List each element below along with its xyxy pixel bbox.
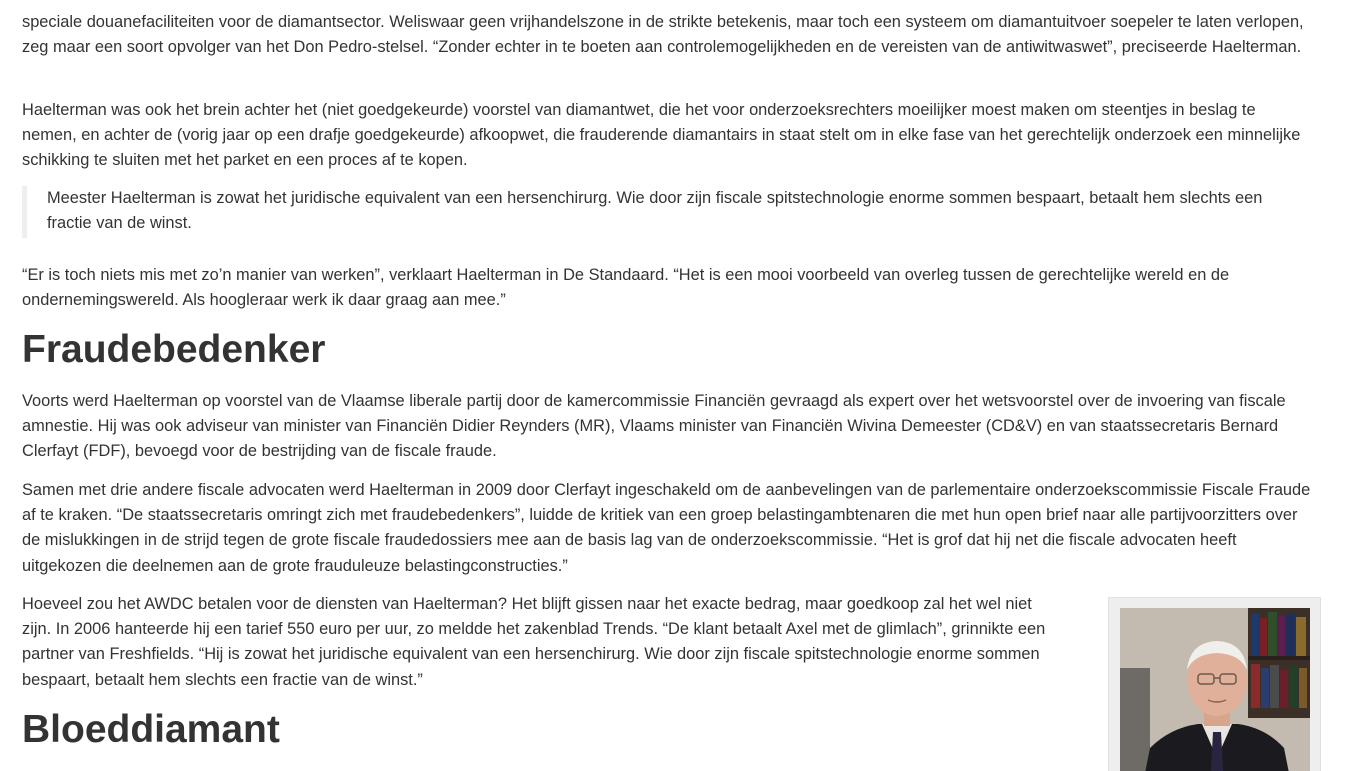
paragraph: speciale douanefaciliteiten voor de diamantsector. Weliswaar geen vrijhandelszone in de strikte betekenis, maar toch een systeem om diamantuitvoer soepeler te laten verlopen, zeg maar een soort opvolger van het Don Pedro-stelsel. “Zonder echter in te boeten aan controlemogelijkheden en de vereisten van de antiwitwaswet”, preciseerde Haelterman. — [22, 13, 1304, 57]
blockquote — [22, 186, 1307, 238]
portrait-image — [1120, 608, 1310, 771]
paragraph: “Er is toch niets mis met zo’n manier van werken”, verklaart Haelterman in De Standaard. “Het is een mooi voorbeeld van overleg tussen de gerechtelijke wereld en de ondernemingswereld. Als hoogleraar werk ik daar graag aan mee.” — [22, 266, 1230, 310]
portrait-photo[interactable] — [1120, 608, 1310, 771]
section-heading: Fraudebedenker — [22, 328, 326, 371]
photo-frame[interactable] — [1108, 597, 1321, 771]
paragraph: Voorts werd Haelterman op voorstel van de Vlaamse liberale partij door de kamercommissie Financiën gevraagd als expert over het wetsvoorstel over de invoering van fiscale amnestie. Hij was ook adviseur van minister van Financiën Didier Reynders (MR), Vlaams minister van Financiën Wivina Demeester (CD&V) en van staatssecretaris Bernard Clerfayt (FDF), bevoegd voor de bestrijding van de fiscale fraude. — [22, 392, 1286, 461]
paragraph: Haelterman was ook het brein achter het (niet goedgekeurde) voorstel van diamantwet, die het voor onderzoeksrechters moeilijker moest maken om steentjes in beslag te nemen, en achter de (vorig jaar op een drafje goedgekeurde) afkoopwet, die frauderende diamantairs in staat stelt om in elke fase van het gerechtelijk onderzoek een minnelijke schikking te sluiten met het parket en een proces af te kopen. — [22, 101, 1301, 170]
quote-text: Meester Haelterman is zowat het juridische equivalent van een hersenchirurg. Wie door zijn fiscale spitstechnologie enorme sommen bespaart, betaalt hem slechts een fractie van de winst. — [47, 189, 1263, 233]
paragraph: Hoeveel zou het AWDC betalen voor de diensten van Haelterman? Het blijft gissen naar het exacte bedrag, maar goedkoop zal het wel niet zijn. In 2006 hanteerde hij een tarief 550 euro per uur, zo meldde het zakenblad Trends. “De klant betaalt Axel met de glimlach”, grinnikte een partner van Freshfields. “Hij is zowat het juridische equivalent van een hersenchirurg. Wie door zijn fiscale spitstechnologie enorme sommen bespaart, betaalt hem slechts een fractie van de winst.” — [22, 595, 1046, 689]
section-heading: Bloeddiamant — [22, 708, 280, 751]
paragraph: Samen met drie andere fiscale advocaten werd Haelterman in 2009 door Clerfayt ingeschakeld om de aanbevelingen van de parlementaire onderzoekscommissie Fiscale Fraude af te kraken. “De staatssecretaris omringt zich met fraudebedenkers”, luidde de kritiek van een groep belastingambtenaren die met hun open brief naar alle partijvoorzitters over de mislukkingen in de strijd tegen de grote fiscale fraudedossiers mee aan de basis lag van de onderzoekscommissie. “Het is grof dat hij net die fiscale advocaten heeft uitgekozen die deelnemen aan de grote frauduleuze belastingconstructies.” — [22, 481, 1311, 575]
